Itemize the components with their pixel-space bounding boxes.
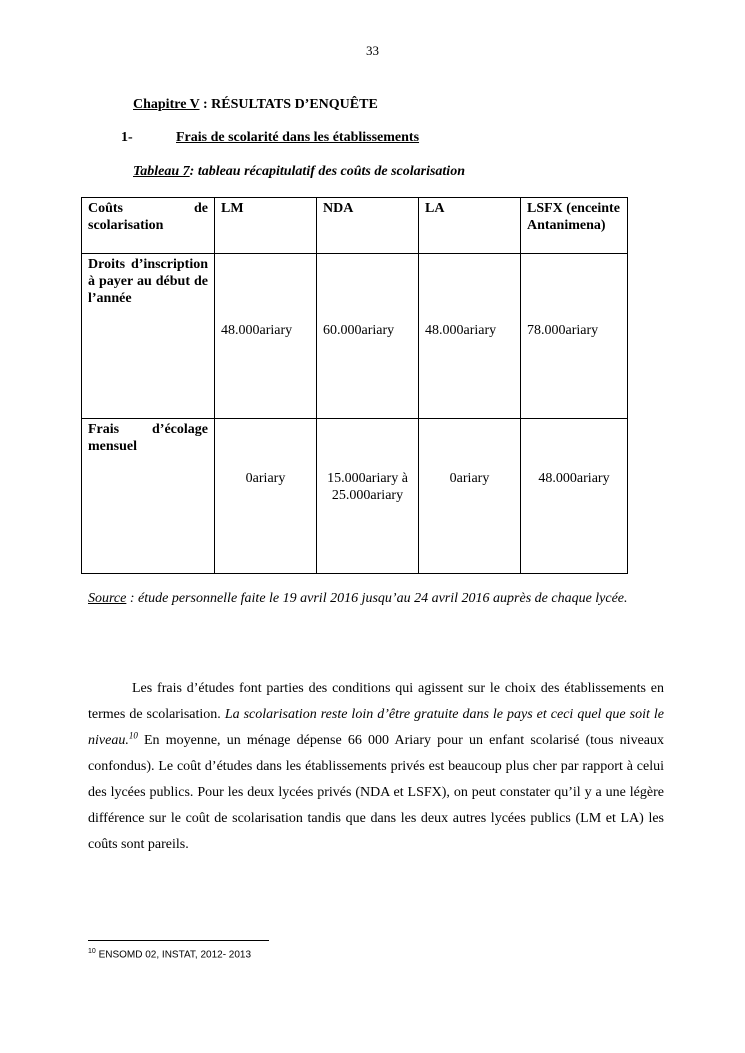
paragraph-italic-quote: La scolarisation reste loin d’être gratuite dans le pays et ceci quel que soit le niveau.	[88, 707, 664, 748]
table-cell: 78.000ariary	[521, 254, 628, 419]
chapter-title: : RÉSULTATS D’ENQUÊTE	[199, 97, 378, 112]
table-cell: 48.000ariary	[215, 254, 317, 419]
footnote-number: 10	[88, 948, 96, 955]
header-cell-costs: Coûts de scolarisation	[82, 198, 215, 254]
footnote-reference: 10	[128, 730, 138, 741]
table-caption-label: Tableau 7	[133, 164, 190, 179]
table-cell: 48.000ariary	[521, 419, 628, 574]
header-cell-lsfx: LSFX (enceinte Antanimena)	[521, 198, 628, 254]
header-cell-nda: NDA	[317, 198, 419, 254]
row-label-registration-fees: Droits d’inscription à payer au début de l’année	[82, 254, 215, 419]
chapter-heading	[133, 97, 378, 113]
paragraph-text-2: En moyenne, un ménage dépense 66 000 Ariary pour un enfant scolarisé (tous niveaux confondus). Le coût d’études dans les établissements privés est beaucoup plus cher par rapport à celui des lycées publics. Pour les deux lycées privés (NDA et LSFX), on peut constater qu’il y a une légère différence sur le coût de scolarisation tandis que dans les deux autres lycées publics (LM et LA) les coûts sont pareils.	[88, 733, 664, 852]
table-source-note	[88, 586, 633, 612]
table-cell: 0ariary	[419, 419, 521, 574]
source-text: : étude personnelle faite le 19 avril 2016 jusqu’au 24 avril 2016 auprès de chaque lycée.	[126, 591, 628, 606]
footnote-text: ENSOMD 02, INSTAT, 2012- 2013	[95, 949, 252, 961]
chapter-label: Chapitre V	[133, 97, 200, 112]
footnote-separator	[88, 940, 269, 941]
source-label: Source	[88, 591, 127, 606]
table-caption	[133, 164, 465, 180]
table-caption-text: : tableau récapitulatif des coûts de scolarisation	[189, 164, 465, 179]
paragraph-text-1: Les frais d’études font parties des conditions qui agissent sur le choix des établissements en termes de scolarisation.	[88, 681, 664, 722]
table-cell: 15.000ariary à 25.000ariary	[317, 419, 419, 574]
page-number: 33	[366, 43, 379, 58]
section-title: Frais de scolarité dans les établissements	[176, 130, 420, 145]
section-number: 1-	[121, 130, 133, 145]
footnote	[88, 948, 251, 960]
table-cell: 0ariary	[215, 419, 317, 574]
header-cell-lm: LM	[215, 198, 317, 254]
table-row	[82, 254, 628, 419]
table-cell: 60.000ariary	[317, 254, 419, 419]
row-label-monthly-tuition: Frais d’écolage mensuel	[82, 419, 215, 574]
section-heading	[121, 130, 419, 146]
header-cell-la: LA	[419, 198, 521, 254]
table-cell: 48.000ariary	[419, 254, 521, 419]
body-paragraph	[88, 676, 664, 858]
cost-summary-table	[81, 197, 628, 574]
table-header-row	[82, 198, 628, 254]
table-row	[82, 419, 628, 574]
